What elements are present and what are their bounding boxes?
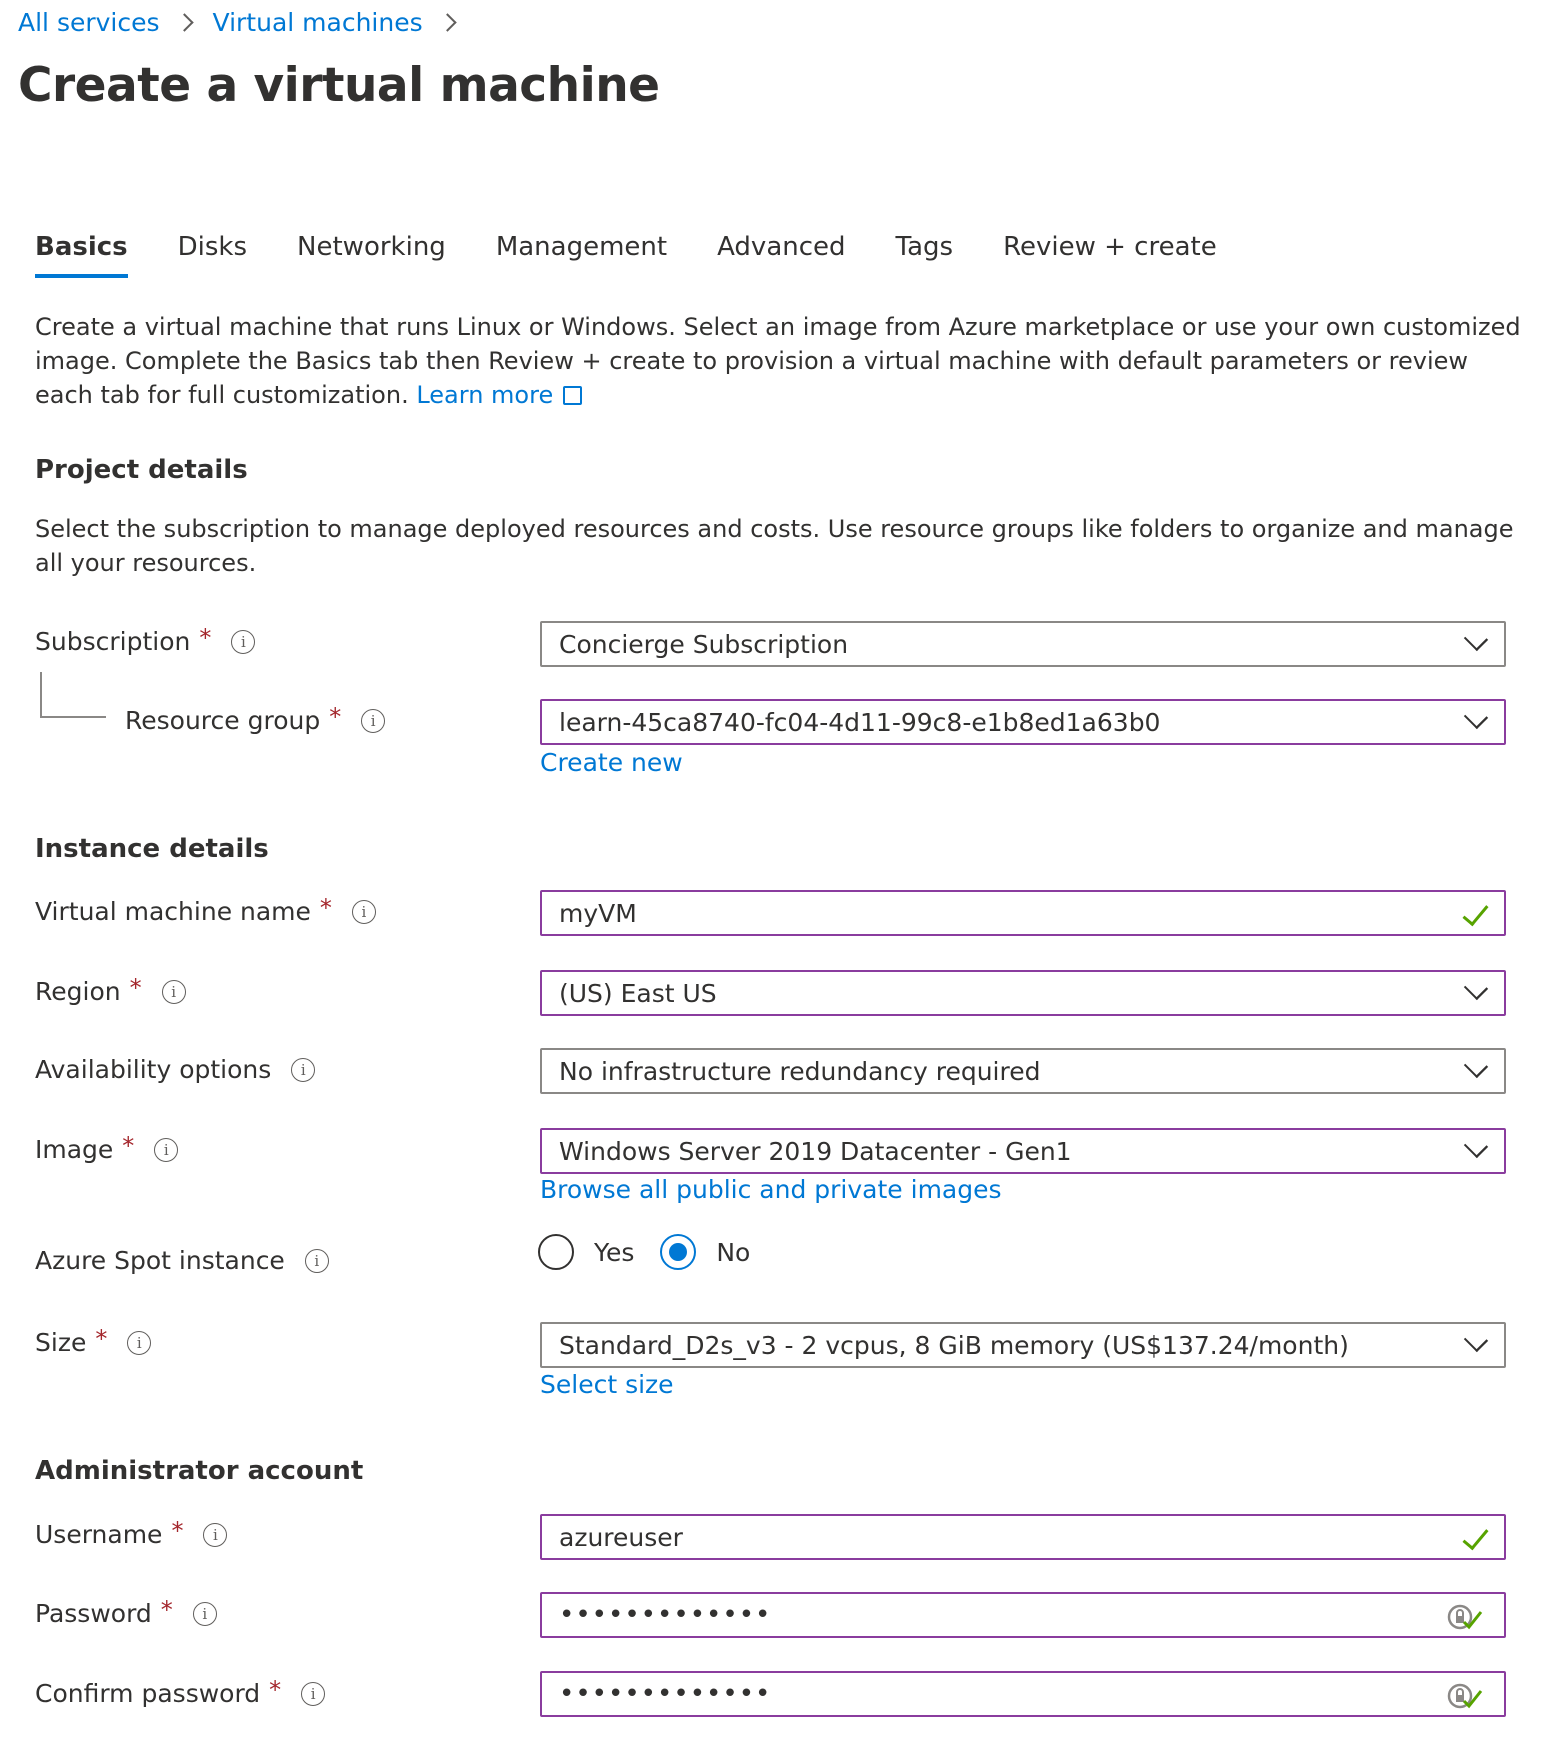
tab-networking[interactable]: Networking <box>297 232 446 262</box>
image-label <box>35 1131 178 1164</box>
external-link-icon <box>563 386 582 405</box>
info-icon[interactable]: i <box>193 1602 217 1626</box>
required-marker: * <box>95 1324 108 1353</box>
vm-name-input[interactable] <box>540 890 1506 936</box>
availability-label-text: Availability options <box>35 1055 272 1084</box>
chevron-down-icon <box>1464 1134 1488 1158</box>
tab-disks[interactable]: Disks <box>177 232 248 262</box>
availability-label <box>35 1055 315 1084</box>
password-manager-check-icon[interactable] <box>1446 1679 1486 1711</box>
chevron-down-icon <box>1464 976 1488 1000</box>
confirm-password-label-text: Confirm password <box>35 1679 261 1708</box>
tab-basics[interactable]: Basics <box>35 232 128 278</box>
learn-more-link[interactable] <box>416 381 582 409</box>
size-label <box>35 1324 151 1357</box>
subscription-value: Concierge Subscription <box>559 629 849 659</box>
confirm-password-field[interactable] <box>559 1679 1439 1709</box>
create-new-link[interactable]: Create new <box>540 748 683 777</box>
info-icon[interactable]: i <box>361 709 385 733</box>
chevron-right-icon <box>438 13 456 31</box>
tab-bar <box>35 232 1267 278</box>
resource-group-value: learn-45ca8740-fc04-4d11-99c8-e1b8ed1a63b0 <box>559 707 1161 737</box>
vm-name-label <box>35 893 376 926</box>
info-icon[interactable]: i <box>203 1523 227 1547</box>
browse-images-link[interactable]: Browse all public and private images <box>540 1175 1002 1204</box>
password-input[interactable] <box>540 1592 1506 1638</box>
spot-radio-no[interactable] <box>660 1234 750 1270</box>
chevron-down-icon <box>1464 627 1488 651</box>
breadcrumb-virtual-machines[interactable]: Virtual machines <box>212 8 423 37</box>
page-title: Create a virtual machine <box>18 58 660 113</box>
info-icon[interactable]: i <box>305 1249 329 1273</box>
chevron-down-icon <box>1464 705 1488 729</box>
confirm-password-label <box>35 1675 325 1708</box>
spot-radio-yes[interactable] <box>538 1234 634 1270</box>
password-field[interactable] <box>559 1600 1439 1630</box>
select-size-link[interactable]: Select size <box>540 1370 674 1399</box>
info-icon[interactable]: i <box>162 980 186 1004</box>
image-value: Windows Server 2019 Datacenter - Gen1 <box>559 1136 1072 1166</box>
tab-advanced[interactable]: Advanced <box>717 232 846 262</box>
password-label <box>35 1595 217 1628</box>
required-marker: * <box>269 1675 282 1704</box>
info-icon[interactable]: i <box>154 1138 178 1162</box>
vm-name-label-text: Virtual machine name <box>35 897 311 926</box>
info-icon[interactable]: i <box>352 900 376 924</box>
required-marker: * <box>199 623 212 652</box>
password-manager-check-icon[interactable] <box>1446 1600 1486 1632</box>
vm-name-field[interactable] <box>559 899 1439 928</box>
chevron-right-icon <box>175 13 193 31</box>
info-icon[interactable]: i <box>291 1058 315 1082</box>
availability-value: No infrastructure redundancy required <box>559 1056 1041 1086</box>
image-label-text: Image <box>35 1135 114 1164</box>
region-label-text: Region <box>35 977 121 1006</box>
availability-dropdown[interactable] <box>540 1048 1506 1094</box>
chevron-down-icon <box>1464 1054 1488 1078</box>
tab-tags[interactable]: Tags <box>895 232 954 262</box>
subscription-label-text: Subscription <box>35 627 191 656</box>
subscription-label <box>35 623 255 656</box>
confirm-password-input[interactable] <box>540 1671 1506 1717</box>
tab-management[interactable]: Management <box>495 232 668 262</box>
admin-account-heading: Administrator account <box>35 1456 364 1486</box>
image-dropdown[interactable] <box>540 1128 1506 1174</box>
required-marker: * <box>319 893 332 922</box>
info-icon[interactable]: i <box>127 1331 151 1355</box>
size-value: Standard_D2s_v3 - 2 vcpus, 8 GiB memory (US$137.24/month) <box>559 1330 1349 1360</box>
checkmark-icon <box>1462 899 1488 927</box>
spot-instance-radio-group <box>538 1234 776 1270</box>
checkmark-icon <box>1462 1523 1488 1551</box>
intro-description <box>35 310 1525 412</box>
project-details-heading: Project details <box>35 455 248 485</box>
region-value: (US) East US <box>559 978 717 1008</box>
radio-yes-label: Yes <box>594 1237 635 1267</box>
username-label <box>35 1516 227 1549</box>
radio-no-label: No <box>716 1237 751 1267</box>
resource-group-label <box>125 702 385 735</box>
tree-connector <box>40 672 106 718</box>
info-icon[interactable]: i <box>301 1682 325 1706</box>
radio-selected-icon <box>660 1234 696 1270</box>
required-marker: * <box>122 1131 135 1160</box>
region-dropdown[interactable] <box>540 970 1506 1016</box>
tab-review-create[interactable]: Review + create <box>1003 232 1217 262</box>
size-dropdown[interactable] <box>540 1322 1506 1368</box>
required-marker: * <box>129 973 142 1002</box>
username-label-text: Username <box>35 1520 163 1549</box>
spot-instance-label-text: Azure Spot instance <box>35 1246 285 1275</box>
spot-instance-label <box>35 1246 329 1275</box>
required-marker: * <box>329 702 342 731</box>
password-label-text: Password <box>35 1599 152 1628</box>
learn-more-label: Learn more <box>416 381 554 409</box>
info-icon[interactable]: i <box>231 630 255 654</box>
required-marker: * <box>171 1516 184 1545</box>
username-input[interactable] <box>540 1514 1506 1560</box>
breadcrumb-all-services[interactable]: All services <box>18 8 160 37</box>
required-marker: * <box>160 1595 173 1624</box>
size-label-text: Size <box>35 1328 87 1357</box>
radio-unselected-icon <box>538 1234 574 1270</box>
instance-details-heading: Instance details <box>35 834 269 864</box>
project-details-description: Select the subscription to manage deployed resources and costs. Use resource groups like folders to organize and manage all your resources. <box>35 515 1514 577</box>
username-field[interactable] <box>559 1523 1439 1552</box>
region-label <box>35 973 186 1006</box>
resource-group-label-text: Resource group <box>125 706 321 735</box>
breadcrumb <box>18 8 476 37</box>
chevron-down-icon <box>1464 1328 1488 1352</box>
resource-group-dropdown[interactable] <box>540 699 1506 745</box>
subscription-dropdown[interactable] <box>540 621 1506 667</box>
intro-text: Create a virtual machine that runs Linux or Windows. Select an image from Azure marketplace or use your own customized image. Complete the Basics tab then Review + create to provision a virtual machine with default parameters or review each tab for full customization. <box>35 313 1521 409</box>
